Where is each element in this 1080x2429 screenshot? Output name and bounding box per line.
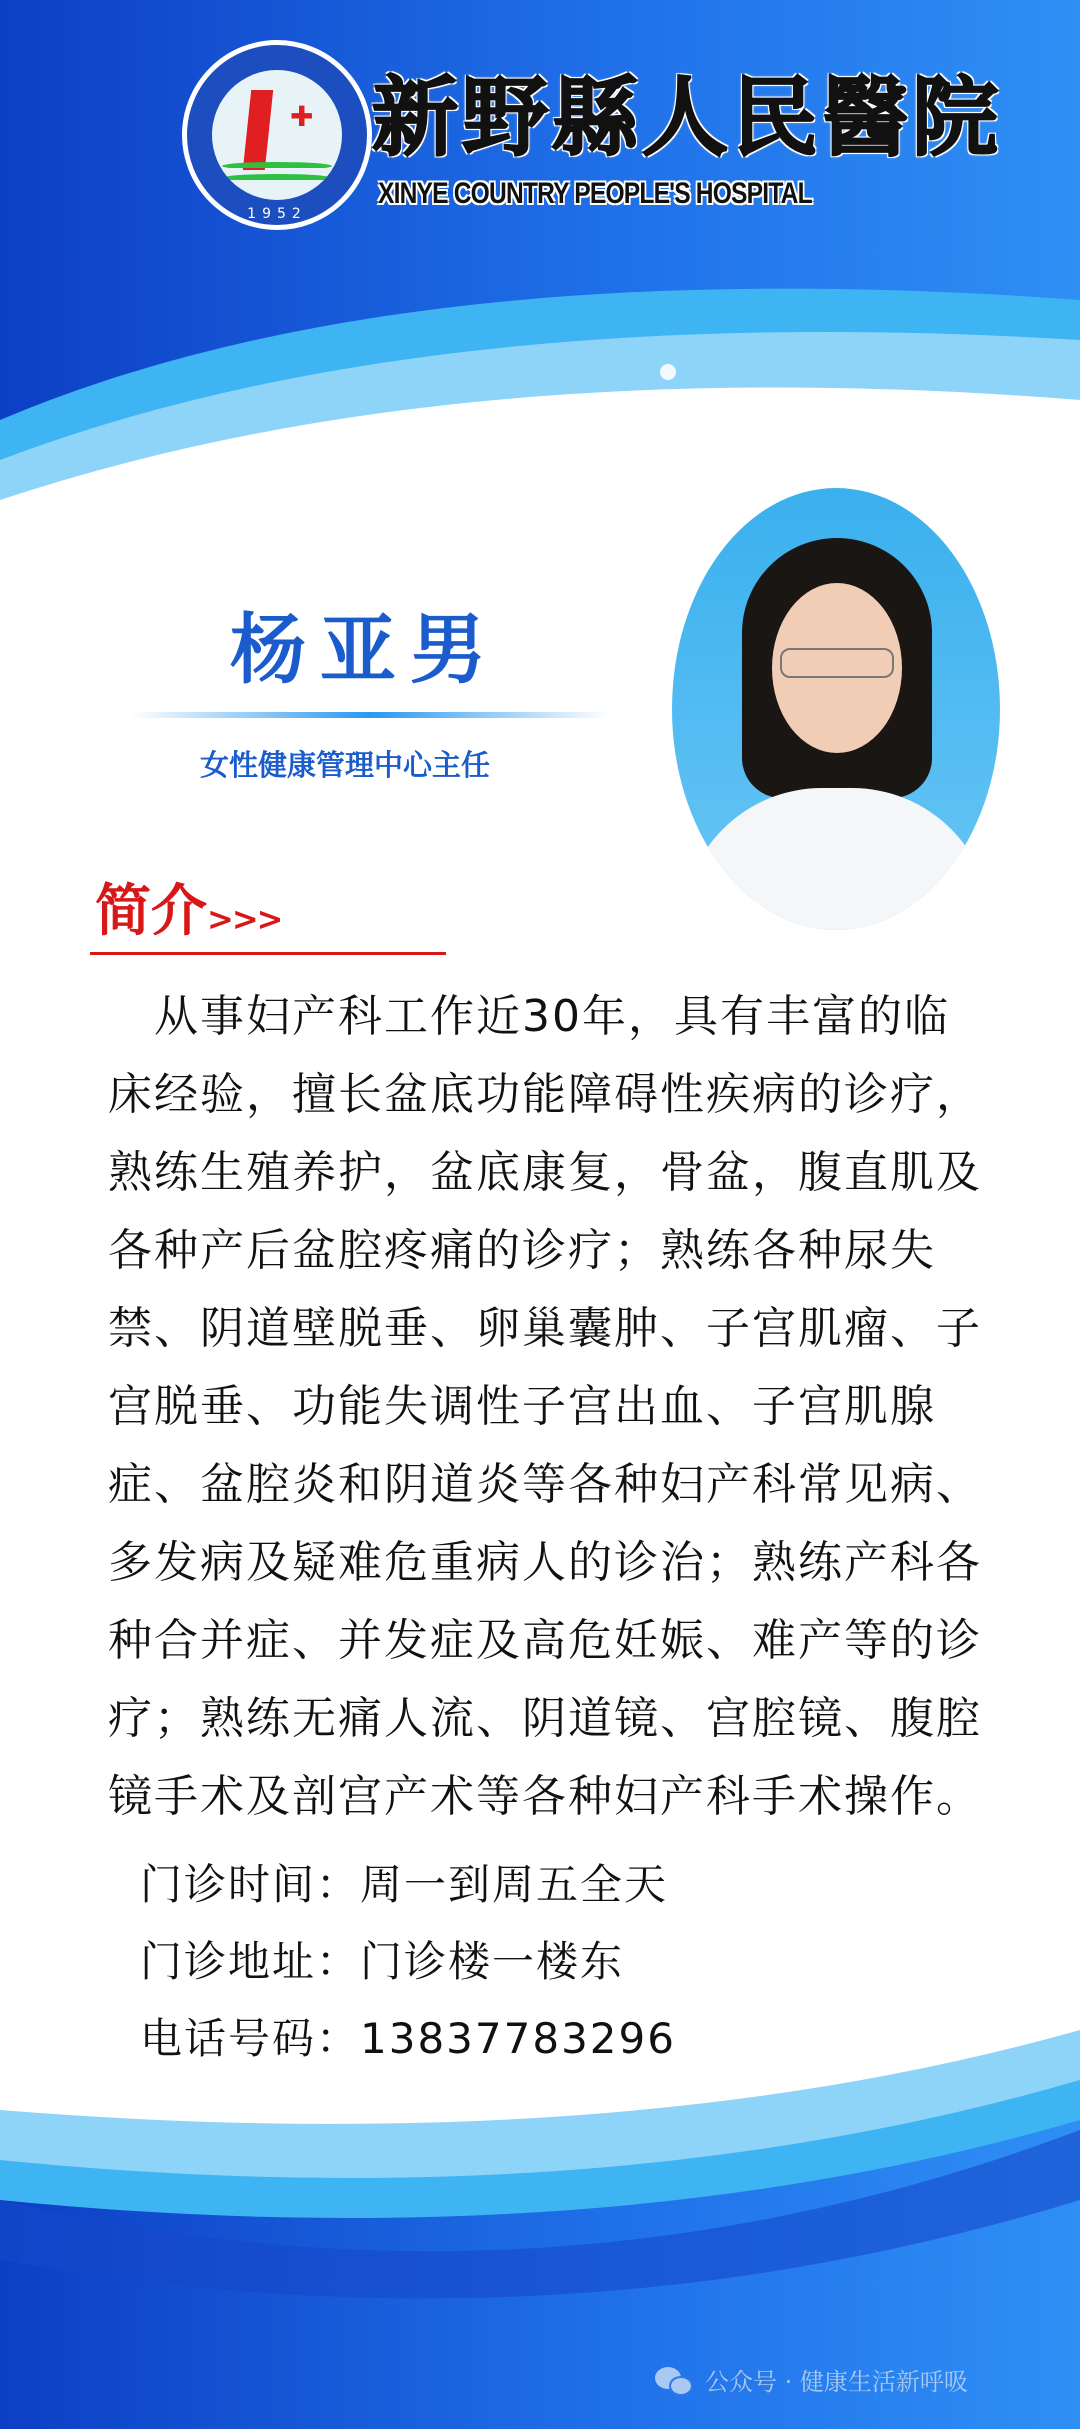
intro-line: 多发病及疑难危重病人的诊治；熟练产科各 [108, 1537, 982, 1588]
intro-line: 镜手术及剖宫产术等各种妇产科手术操作。 [108, 1771, 982, 1822]
phone-number: 电话号码：13837783296 [140, 2014, 676, 2063]
hospital-name-cn: 新野縣人民醫院 [372, 67, 1002, 168]
watermark-text: 公众号 · 健康生活新呼吸 [705, 2368, 968, 2396]
logo-year: 1952 [247, 206, 307, 222]
intro-heading-text: 简介 [95, 878, 207, 944]
hospital-logo [182, 40, 372, 230]
doctor-title: 女性健康管理中心主任 [200, 748, 491, 782]
intro-line: 禁、阴道壁脱垂、卵巢囊肿、子宫肌瘤、子 [108, 1303, 982, 1354]
name-divider [130, 712, 610, 718]
intro-heading [95, 878, 281, 952]
red-cross-icon: ✚ [290, 100, 314, 133]
intro-line: 从事妇产科工作近30年，具有丰富的临 [108, 991, 950, 1042]
intro-line: 疗；熟练无痛人流、阴道镜、宫腔镜、腹腔 [108, 1693, 982, 1744]
doctor-name: 杨亚男 [230, 605, 500, 694]
clinic-address: 门诊地址：门诊楼一楼东 [140, 1937, 625, 1986]
hospital-name-en: XINYE COUNTRY PEOPLE'S HOSPITAL [378, 177, 812, 210]
intro-line: 种合并症、并发症及高危妊娠、难产等的诊 [108, 1615, 982, 1666]
doctor-photo [664, 480, 1008, 938]
wechat-icon [655, 2367, 695, 2397]
intro-divider [90, 952, 446, 955]
watermark [655, 2367, 968, 2397]
intro-line: 各种产后盆腔疼痛的诊疗；熟练各种尿失 [108, 1225, 936, 1276]
intro-line: 床经验，擅长盆底功能障碍性疾病的诊疗， [108, 1069, 982, 1120]
contact-info [140, 1846, 676, 2077]
arrows-icon: >>> [207, 900, 282, 938]
intro-line: 熟练生殖养护，盆底康复，骨盆，腹直肌及 [108, 1147, 982, 1198]
intro-body [108, 978, 982, 1836]
intro-line: 宫脱垂、功能失调性子宫出血、子宫肌腺 [108, 1381, 936, 1432]
clinic-hours: 门诊时间：周一到周五全天 [140, 1860, 669, 1909]
intro-line: 症、盆腔炎和阴道炎等各种妇产科常见病、 [108, 1459, 982, 1510]
